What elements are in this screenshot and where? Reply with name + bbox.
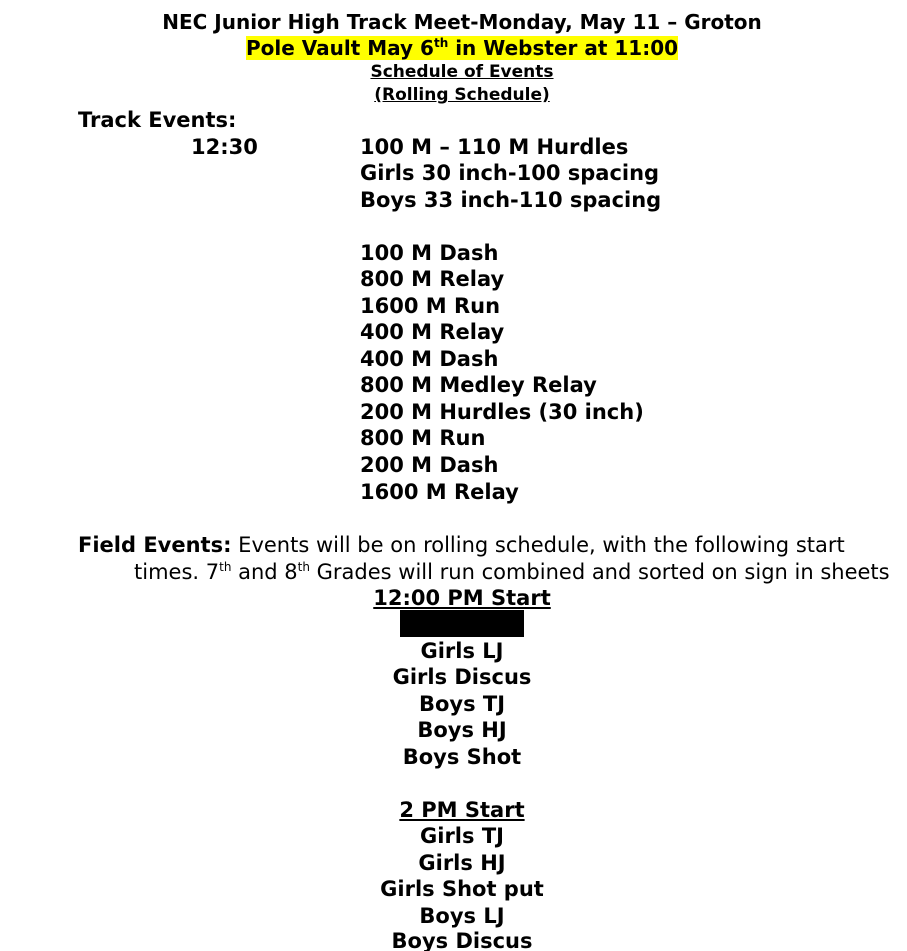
track-event: 200 M Dash <box>360 453 499 477</box>
field-events-heading: Field Events: <box>78 533 232 557</box>
field-event: Boys Shot <box>402 745 522 769</box>
grades-text: times. 7 <box>134 560 220 584</box>
meet-title: NEC Junior High Track Meet-Monday, May 11 – Groton <box>162 10 762 34</box>
grades-text: Grades will run combined and sorted on sign in sheets <box>309 560 890 584</box>
pole-vault-superscript: th <box>433 36 449 50</box>
track-event: 800 M Medley Relay <box>360 373 597 397</box>
track-event: 800 M Relay <box>360 267 505 291</box>
field-events-description: Events will be on rolling schedule, with the following start <box>231 533 845 557</box>
track-start-time: 12:30 <box>191 135 258 159</box>
field-event: Boys TJ <box>418 692 506 716</box>
field-events-intro <box>78 532 845 558</box>
pole-vault-highlight <box>246 36 678 60</box>
schedule-title: Schedule of Events <box>370 62 554 82</box>
track-event: 1600 M Run <box>360 294 501 318</box>
track-event: 200 M Hurdles (30 inch) <box>360 400 644 424</box>
redaction-block <box>400 610 524 637</box>
start-heading-2pm: 2 PM Start <box>399 798 525 822</box>
field-event: Girls Discus <box>392 665 532 689</box>
track-event: 100 M – 110 M Hurdles <box>360 135 629 159</box>
track-event: 800 M Run <box>360 426 486 450</box>
rolling-schedule-note: (Rolling Schedule) <box>374 85 550 105</box>
field-event: Boys LJ <box>419 904 505 928</box>
pole-vault-text: Pole Vault May 6 <box>245 36 434 60</box>
pole-vault-line <box>0 35 907 61</box>
field-event: Boys HJ <box>417 718 507 742</box>
field-event: Girls LJ <box>420 639 504 663</box>
field-event: Girls TJ <box>420 824 504 848</box>
grades-superscript: th <box>297 560 310 574</box>
start-heading-noon: 12:00 PM Start <box>373 586 551 610</box>
track-event: 400 M Relay <box>360 320 505 344</box>
grades-text: and 8 <box>231 560 298 584</box>
track-event: 1600 M Relay <box>360 480 519 504</box>
field-event: Boys Discus <box>391 929 533 951</box>
track-event: 100 M Dash <box>360 241 499 265</box>
field-event: Girls HJ <box>418 851 506 875</box>
track-event: 400 M Dash <box>360 347 499 371</box>
track-events-heading: Track Events: <box>78 108 237 132</box>
track-event: Boys 33 inch-110 spacing <box>360 188 662 212</box>
grades-superscript: th <box>219 560 232 574</box>
pole-vault-location: in Webster at 11:00 <box>448 36 679 60</box>
field-events-grades-note <box>134 559 890 585</box>
track-event: Girls 30 inch-100 spacing <box>360 161 660 185</box>
field-event: Girls Shot put <box>380 877 544 901</box>
